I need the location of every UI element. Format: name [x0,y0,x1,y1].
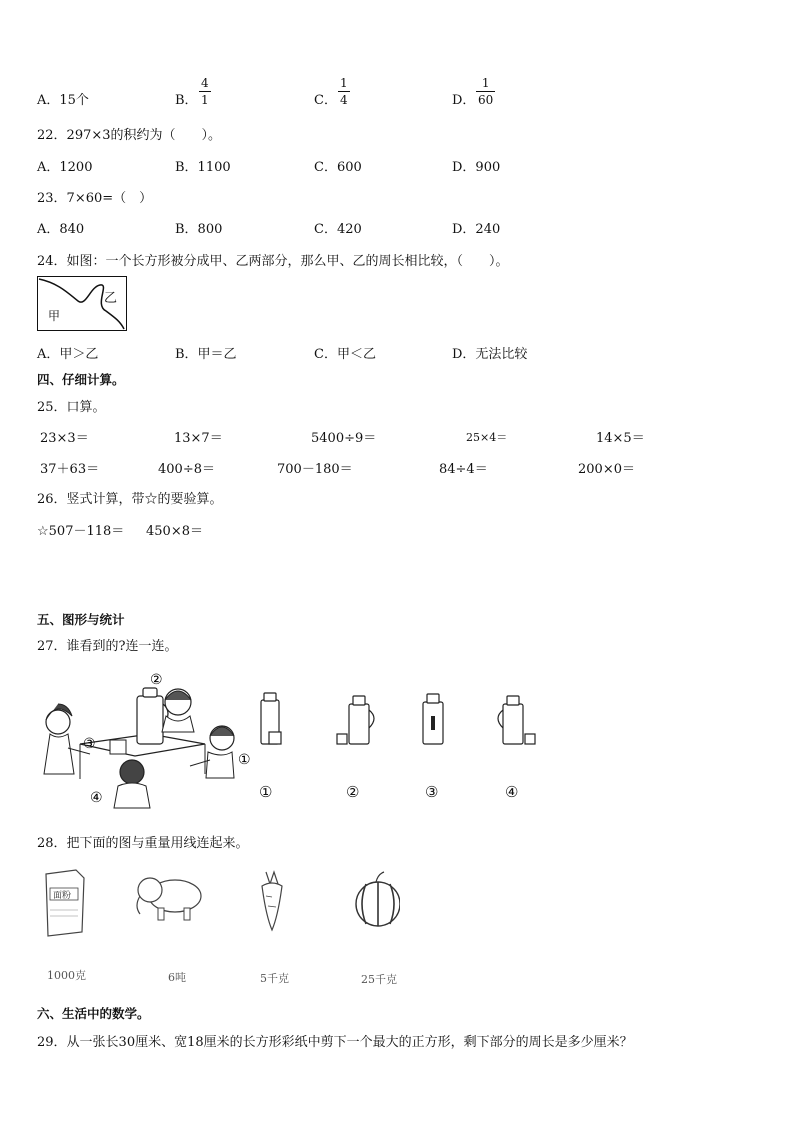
q22-option-d: D．900 [452,160,501,175]
q28-pictures [40,866,400,938]
fraction-denominator: 4 [340,93,348,107]
view-label-3: ③ [425,783,439,801]
section-5-title: 五、图形与统计 [37,612,125,627]
view-2-thermos-icon [337,696,374,744]
q23-option-b: B．800 [175,222,223,237]
view-1-thermos-icon [261,693,281,744]
section-6-title: 六、生活中的数学。 [37,1006,150,1021]
scene-mark: ② [150,672,163,688]
q23-option-c: C．420 [314,222,362,237]
section-4-title: 四、仔细计算。 [37,372,125,387]
label-jia: 甲 [48,309,61,323]
q25-stem: 25．口算。 [37,400,106,415]
fraction-numerator: 1 [481,76,490,90]
watermelon-icon [356,872,400,926]
q21-option-c-label: C． [314,93,337,108]
q27-view-drawings [255,690,545,755]
elephant-icon [137,878,201,920]
weight-label-1: 1000克 [47,969,86,982]
weight-label-3: 5千克 [260,972,289,985]
q23-option-d: D．240 [452,222,501,237]
q21-option-d-fraction [476,76,495,107]
view-3-thermos-icon [423,694,443,744]
q25-row2-item5: 200×0＝ [578,462,635,477]
q22-option-b: B．1100 [175,160,231,175]
q25-row2-item1: 37＋63＝ [40,462,100,477]
q29-stem: 29．从一张长30厘米、宽18厘米的长方形彩纸中剪下一个最大的正方形，剩下部分的周长是多少厘米？ [37,1035,633,1050]
view-label-2: ② [346,783,360,801]
view-4-thermos-icon [498,696,535,744]
q25-row1-item4: 25×4＝ [466,431,508,444]
fraction-numerator: 4 [201,76,209,90]
fraction-numerator: 1 [340,76,348,90]
scene-mark: ④ [90,790,103,806]
q28-stem: 28．把下面的图与重量用线连起来。 [37,836,249,851]
q25-row2-item4: 84÷4＝ [439,462,488,477]
q26-item2: 450×8＝ [146,524,203,539]
q24-rectangle-figure [37,276,127,331]
q22-option-a: A．1200 [37,160,93,175]
scene-mark: ① [238,752,251,768]
q26-item1: ☆507－118＝ [37,524,125,539]
q24-stem: 24．如图：一个长方形被分成甲、乙两部分，那么甲、乙的周长相比较，（ ）。 [37,254,509,269]
scene-mark: ③ [83,736,96,752]
q21-option-a: A．15个 [37,93,89,108]
q21-option-b-fraction [199,76,211,107]
q23-option-a: A．840 [37,222,85,237]
q25-row1-item5: 14×5＝ [596,431,645,446]
q21-option-b-label: B． [175,93,198,108]
carrot-icon [262,872,282,930]
view-label-1: ① [259,783,273,801]
q24-option-b: B．甲＝乙 [175,347,237,362]
q25-row2-item3: 700－180＝ [277,462,353,477]
q24-option-c: C．甲＜乙 [314,347,376,362]
q23-stem: 23．7×60=（ ） [37,191,153,206]
weight-label-2: 6吨 [168,971,186,984]
q25-row1-item2: 13×7＝ [174,431,223,446]
fraction-denominator: 60 [478,93,494,107]
q27-scene-illustration [40,664,255,809]
flour-bag-icon [46,870,84,936]
q24-option-a: A．甲＞乙 [37,347,99,362]
weight-label-4: 25千克 [361,973,397,986]
q25-row1-item3: 5400÷9＝ [311,431,377,446]
q25-row2-item2: 400÷8＝ [158,462,215,477]
label-yi: 乙 [104,291,118,306]
fraction-denominator: 1 [201,93,209,107]
q22-option-c: C．600 [314,160,362,175]
q26-stem: 26．竖式计算，带☆的要验算。 [37,492,223,507]
q25-row1-item1: 23×3＝ [40,431,89,446]
q22-stem: 22．297×3的积约为（ ）。 [37,128,222,143]
q24-option-d: D．无法比较 [452,347,528,362]
q21-option-c-fraction [338,76,350,107]
q27-stem: 27．谁看到的?连一连。 [37,639,178,654]
bag-label: 面粉 [53,891,72,901]
q21-option-d-label: D． [452,93,476,108]
view-label-4: ④ [505,783,519,801]
